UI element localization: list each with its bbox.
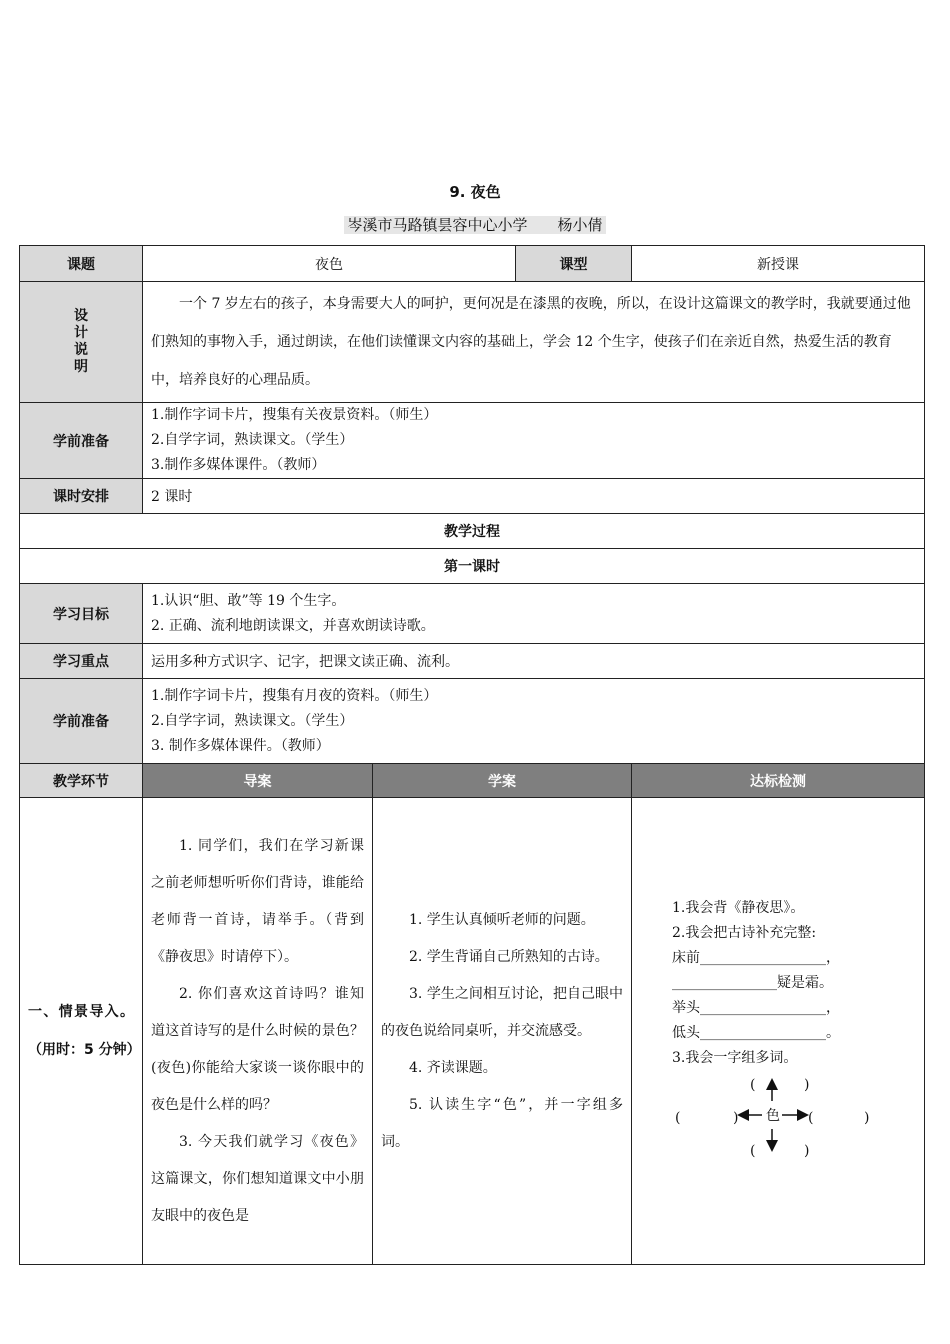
document-title: 9. 夜色 <box>449 183 501 201</box>
arrows-icon <box>672 1073 892 1168</box>
design-label-char: 明 <box>74 359 88 375</box>
guide-cell <box>143 798 373 1265</box>
topic-value: 夜色 <box>143 246 516 282</box>
schedule-value: 2 课时 <box>143 479 925 514</box>
guide-paragraph: 1. 同学们，我们在学习新课之前老师想听听你们背诗，谁能给老师背一首诗，请举手。（背到《静夜思》时请停下）。 <box>151 837 364 965</box>
study-paragraph: 2. 学生背诵自己所熟知的古诗。 <box>409 948 609 965</box>
check-header: 达标检测 <box>632 764 925 798</box>
guide-paragraph: 3. 今天我们就学习《夜色》这篇课文，你们想知道课文中小朋友眼中的夜色是 <box>151 1133 364 1224</box>
prep-item: 1.制作字词卡片，搜集有关夜景资料。（师生） <box>151 407 438 423</box>
study-header: 学案 <box>373 764 632 798</box>
prep2-row <box>20 679 925 764</box>
study-paragraph: 4. 齐读课题。 <box>409 1059 497 1076</box>
word-building-diagram <box>672 1073 916 1168</box>
type-label: 课型 <box>516 246 632 282</box>
stage-row <box>20 798 925 1265</box>
design-label <box>20 282 143 403</box>
check-line: 3.我会一字组多词。 <box>672 1050 798 1066</box>
type-value: 新授课 <box>632 246 925 282</box>
check-line: 床前__________________， <box>672 950 840 966</box>
design-text-cell <box>143 282 925 403</box>
center-char: 色 <box>766 1108 780 1124</box>
paren-close: ) <box>733 1110 739 1126</box>
design-label-char: 说 <box>74 342 88 358</box>
schedule-row <box>20 479 925 514</box>
stage-name: 一、情景导入。（用时：5 分钟） <box>28 1004 141 1058</box>
prep2-item: 1.制作字词卡片，搜集有月夜的资料。（师生） <box>151 687 438 704</box>
stage-header-row <box>20 764 925 798</box>
paren-open: ( <box>808 1110 814 1126</box>
design-label-char: 计 <box>74 325 88 341</box>
focus-value: 运用多种方式识字、记字，把课文读正确、流利。 <box>143 644 925 679</box>
prep2-label: 学前准备 <box>20 679 143 764</box>
check-line: 2.我会把古诗补充完整: <box>672 925 817 941</box>
lesson-plan-table <box>19 245 925 1265</box>
design-text: 一个 7 岁左右的孩子，本身需要大人的呵护，更何况是在漆黑的夜晚，所以，在设计这篇课文的教学时，我就要通过他们熟知的事物入手，通过朗读，在他们读懂课文内容的基础上，学会 12 个生字，使孩子们在亲近自然，热爱生活的教育中，培养良好的心理品质。 <box>151 296 911 388</box>
prep-label: 学前准备 <box>20 403 143 479</box>
guide-header: 导案 <box>143 764 373 798</box>
study-cell <box>373 798 632 1265</box>
check-line: _______________疑是霜。 <box>672 975 833 991</box>
process-title: 教学过程 <box>20 514 925 549</box>
goal-item: 1.认识“胆、敢”等 19 个生字。 <box>151 592 346 609</box>
goals-label: 学习目标 <box>20 584 143 644</box>
focus-row <box>20 644 925 679</box>
paren-close: ) <box>804 1077 810 1093</box>
design-row <box>20 282 925 403</box>
prep-item: 3.制作多媒体课件。（教师） <box>151 457 326 473</box>
goals-row <box>20 584 925 644</box>
check-cell <box>632 798 925 1265</box>
lesson-title: 第一课时 <box>20 549 925 584</box>
paren-close: ) <box>804 1143 810 1159</box>
topic-label: 课题 <box>20 246 143 282</box>
check-line: 1.我会背《静夜思》。 <box>672 900 805 916</box>
prep2-item: 3. 制作多媒体课件。（教师） <box>151 737 330 754</box>
prep2-list <box>143 679 925 764</box>
stage-header: 教学环节 <box>20 764 143 798</box>
author-line: 岑溪市马路镇昙容中心小学 杨小倩 <box>344 216 605 234</box>
prep2-item: 2.自学字词，熟读课文。（学生） <box>151 712 354 729</box>
goal-item: 2. 正确、流利地朗读课文，并喜欢朗读诗歌。 <box>151 617 435 634</box>
guide-paragraph: 2. 你们喜欢这首诗吗？谁知道这首诗写的是什么时候的景色？(夜色)你能给大家谈一谈你眼中的夜色是什么样的吗？ <box>151 985 364 1113</box>
prep-item: 2.自学字词，熟读课文。（学生） <box>151 432 354 448</box>
document-subtitle <box>0 214 950 235</box>
focus-label: 学习重点 <box>20 644 143 679</box>
paren-open: ( <box>750 1143 756 1159</box>
lesson-title-row <box>20 549 925 584</box>
topic-row <box>20 246 925 282</box>
stage-name-cell <box>20 798 143 1265</box>
check-line: 举头__________________， <box>672 1000 840 1016</box>
goals-list <box>143 584 925 644</box>
study-paragraph: 3. 学生之间相互讨论，把自己眼中的夜色说给同桌听，并交流感受。 <box>381 985 623 1039</box>
prep-row <box>20 403 925 479</box>
check-line: 低头__________________。 <box>672 1025 840 1041</box>
prep-list <box>143 403 925 479</box>
study-paragraph: 5. 认读生字“色”，并一字组多词。 <box>381 1096 623 1150</box>
paren-open: ( <box>675 1110 681 1126</box>
design-label-char: 设 <box>74 308 88 324</box>
paren-close: ) <box>864 1110 870 1126</box>
schedule-label: 课时安排 <box>20 479 143 514</box>
process-title-row <box>20 514 925 549</box>
study-paragraph: 1. 学生认真倾听老师的问题。 <box>409 911 595 928</box>
paren-open: ( <box>750 1077 756 1093</box>
